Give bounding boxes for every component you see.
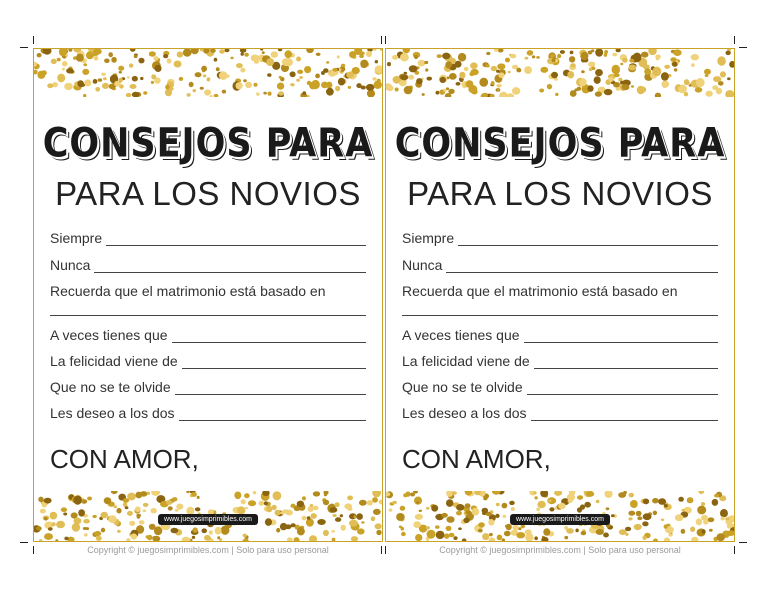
- copyright-text: Copyright © juegosimprimibles.com | Solo para uso personal: [439, 545, 681, 555]
- closing-text: CON AMOR,: [402, 444, 551, 474]
- prompt-line: La felicidad viene de: [50, 353, 366, 369]
- prompt-line: Recuerda que el matrimonio está basado en: [402, 283, 678, 299]
- gold-confetti-top: [34, 49, 382, 97]
- prompt-line: Siempre: [402, 230, 718, 246]
- website-badge: www.juegosimprimibles.com: [158, 514, 258, 525]
- prompt-line: Que no se te olvide: [50, 379, 366, 395]
- gold-confetti-top: [386, 49, 734, 97]
- advice-card-left: [33, 48, 383, 542]
- prompt-line: Les deseo a los dos: [402, 405, 718, 421]
- prompt-line: Nunca: [50, 257, 366, 273]
- crop-mark: [385, 36, 386, 44]
- crop-mark: [739, 542, 747, 543]
- closing-text: CON AMOR,: [50, 444, 199, 474]
- crop-mark: [20, 542, 28, 543]
- crop-mark: [734, 36, 735, 44]
- card-subtitle: PARA LOS NOVIOS: [55, 175, 361, 212]
- copyright-text: Copyright © juegosimprimibles.com | Solo para uso personal: [87, 545, 329, 555]
- prompt-line: Nunca: [402, 257, 718, 273]
- card-title: CONSEJOS PARA: [394, 121, 726, 167]
- card-subtitle: PARA LOS NOVIOS: [407, 175, 713, 212]
- prompt-line: Les deseo a los dos: [50, 405, 366, 421]
- prompt-line: A veces tienes que: [50, 327, 366, 343]
- card-title: CONSEJOS PARA: [42, 121, 374, 167]
- prompt-line: La felicidad viene de: [402, 353, 718, 369]
- crop-mark: [33, 36, 34, 44]
- website-badge: www.juegosimprimibles.com: [510, 514, 610, 525]
- prompt-line: Que no se te olvide: [402, 379, 718, 395]
- prompt-line: Siempre: [50, 230, 366, 246]
- blank-line: [50, 315, 366, 316]
- prompt-line: A veces tienes que: [402, 327, 718, 343]
- blank-line: [402, 315, 718, 316]
- crop-mark: [20, 47, 28, 48]
- crop-mark: [381, 36, 382, 44]
- crop-mark: [739, 47, 747, 48]
- advice-card-right: [385, 48, 735, 542]
- prompt-line: Recuerda que el matrimonio está basado en: [50, 283, 326, 299]
